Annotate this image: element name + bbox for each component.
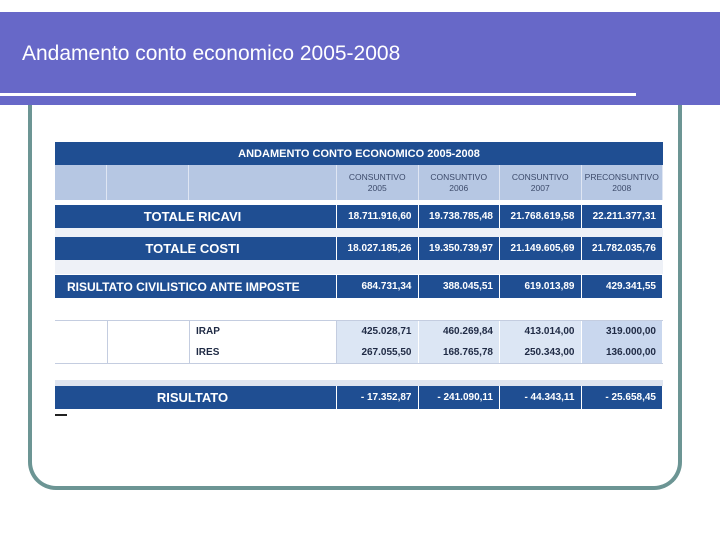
column-header-2005: CONSUNTIVO 2005 [337, 165, 419, 200]
table-row-risultato-ante-imposte [55, 275, 663, 298]
value-2006: 388.045,51 [419, 275, 501, 298]
value-2006: 19.738.785,48 [419, 205, 501, 228]
value-2006: 460.269,84 [419, 321, 501, 342]
table-row-totale-ricavi [55, 205, 663, 228]
value-2005: 18.027.185,26 [337, 237, 419, 260]
value-2008: 319.000,00 [582, 321, 664, 342]
value-2005: 684.731,34 [337, 275, 419, 298]
slide-title: Andamento conto economico 2005-2008 [22, 42, 401, 65]
column-header-2006: CONSUNTIVO 2006 [419, 165, 501, 200]
value-2006: 19.350.739,97 [419, 237, 501, 260]
value-2007: 413.014,00 [500, 321, 582, 342]
column-header-2008: PRECONSUNTIVO 2008 [582, 165, 664, 200]
value-2006: - 241.090,11 [419, 386, 501, 409]
value-2005: 267.055,50 [337, 342, 419, 363]
value-2008: 21.782.035,76 [582, 237, 664, 260]
value-2005: 425.028,71 [337, 321, 419, 342]
row-label: IRAP [190, 321, 337, 342]
value-2008: 136.000,00 [582, 342, 664, 363]
value-2008: 22.211.377,31 [582, 205, 664, 228]
table-row-totale-costi [55, 237, 663, 260]
value-2007: 250.343,00 [500, 342, 582, 363]
table-row-ires [55, 342, 663, 364]
header-blank-cells [55, 165, 337, 200]
table-row-irap [55, 320, 663, 343]
table-row-risultato [55, 386, 663, 409]
column-header-2007: CONSUNTIVO 2007 [500, 165, 582, 200]
value-2006: 168.765,78 [419, 342, 501, 363]
value-2005: 18.711.916,60 [337, 205, 419, 228]
row-label: IRES [190, 342, 337, 363]
cursor-mark [55, 414, 67, 416]
value-2007: 619.013,89 [500, 275, 582, 298]
row-spacer [55, 260, 663, 274]
value-2007: 21.768.619,58 [500, 205, 582, 228]
value-2008: 429.341,55 [582, 275, 664, 298]
row-label: TOTALE RICAVI [55, 205, 337, 228]
table-header-row [55, 165, 663, 200]
row-label: RISULTATO [55, 386, 337, 409]
row-label: TOTALE COSTI [55, 237, 337, 260]
table-title: ANDAMENTO CONTO ECONOMICO 2005-2008 [55, 142, 663, 165]
value-2005: - 17.352,87 [337, 386, 419, 409]
row-spacer [55, 228, 663, 237]
value-2007: 21.149.605,69 [500, 237, 582, 260]
value-2008: - 25.658,45 [582, 386, 664, 409]
header-underline [0, 93, 636, 96]
row-label: RISULTATO CIVILISTICO ANTE IMPOSTE [55, 275, 337, 298]
value-2007: - 44.343,11 [500, 386, 582, 409]
